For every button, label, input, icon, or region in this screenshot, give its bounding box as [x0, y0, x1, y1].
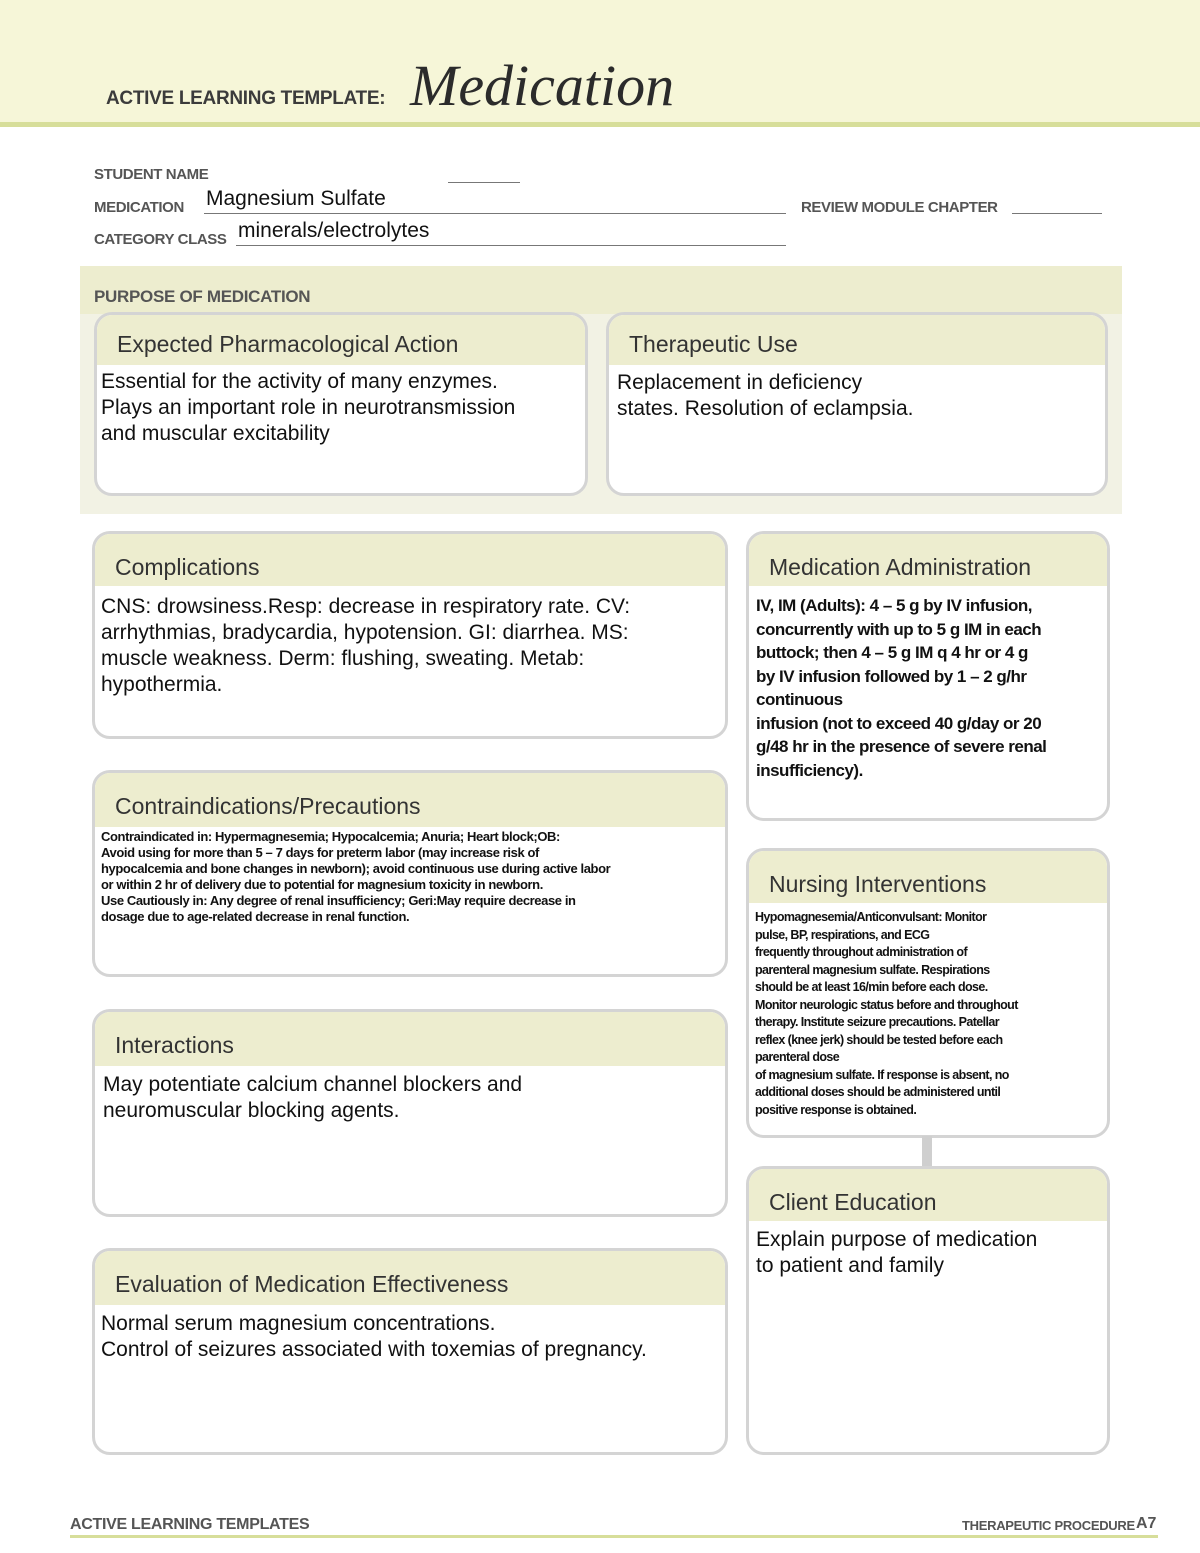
therapeutic-use-card: [606, 312, 1108, 496]
purpose-label: PURPOSE OF MEDICATION: [94, 287, 311, 306]
interactions-card: [92, 1009, 728, 1217]
template-label: ACTIVE LEARNING TEMPLATE:: [106, 88, 386, 109]
expected-action-title: Expected Pharmacological Action: [97, 315, 585, 365]
evaluation-card: [92, 1248, 728, 1455]
therapeutic-use-title: Therapeutic Use: [609, 315, 1105, 365]
nursing-interventions-card: [746, 848, 1110, 1138]
footer-left-label: ACTIVE LEARNING TEMPLATES: [70, 1516, 310, 1533]
category-class-label: CATEGORY CLASS: [94, 231, 227, 248]
page-title: Medication: [410, 53, 675, 118]
complications-title: Complications: [95, 534, 725, 586]
medication-field[interactable]: Magnesium Sulfate: [206, 187, 386, 210]
medication-administration-body[interactable]: IV, IM (Adults): 4 – 5 g by IV infusion, concurrently with up to 5 g IM in each buttock; then 4 – 5 g IM q 4 hr or 4 g by IV infusion followed by 1 – 2 g/hr continuous infusion (not to exceed 40 g/day or 20 g/48 hr in the presence of severe renal insufficiency).: [756, 596, 1047, 780]
contraindications-title: Contraindications/Precautions: [95, 773, 725, 827]
expected-action-card: [94, 312, 588, 496]
student-name-field[interactable]: [448, 182, 520, 183]
interactions-title: Interactions: [95, 1012, 725, 1066]
client-education-card: [746, 1166, 1110, 1455]
evaluation-title: Evaluation of Medication Effectiveness: [95, 1251, 725, 1305]
complications-body[interactable]: CNS: drowsiness.Resp: decrease in respiratory rate. CV: arrhythmias, bradycardia, hypotension. GI: diarrhea. MS: muscle weakness. Derm: flushing, sweating. Metab: hypothermia.: [101, 595, 631, 696]
footer-rule: [70, 1535, 1158, 1538]
category-class-underline: [236, 245, 786, 246]
medication-label: MEDICATION: [94, 199, 184, 216]
contraindications-card: [92, 770, 728, 977]
review-module-label: REVIEW MODULE CHAPTER: [801, 199, 998, 216]
card-connector: [922, 1136, 932, 1168]
student-name-label: STUDENT NAME: [94, 166, 209, 183]
evaluation-body[interactable]: Normal serum magnesium concentrations. Control of seizures associated with toxemias of pregnancy.: [101, 1312, 647, 1361]
client-education-body[interactable]: Explain purpose of medication to patient and family: [756, 1228, 1038, 1277]
footer-right-label: THERAPEUTIC PROCEDURE: [962, 1518, 1135, 1533]
contraindications-body[interactable]: Contraindicated in: Hypermagnesemia; Hypocalcemia; Anuria; Heart block;OB: Avoid using for more than 5 – 7 days for preterm labor (may increase risk of hypocalcemia and bone changes in newborn); avoid continuous use during active labor or within 2 hr of delivery due to potential for magnesium toxicity in newborn. Use Cautiously in: Any degree of renal insufficiency; Geri:May require decrease in dosage due to age-related decrease in renal function.: [101, 829, 611, 924]
review-module-field[interactable]: [1012, 213, 1102, 214]
medication-underline: [204, 213, 786, 214]
client-education-title: Client Education: [749, 1169, 1107, 1221]
category-class-field[interactable]: minerals/electrolytes: [238, 219, 430, 242]
header-rule: [0, 122, 1200, 127]
therapeutic-use-body[interactable]: Replacement in deficiency states. Resolution of eclampsia.: [617, 371, 914, 420]
medication-administration-card: [746, 531, 1110, 821]
interactions-body[interactable]: May potentiate calcium channel blockers and neuromuscular blocking agents.: [103, 1073, 523, 1122]
complications-card: [92, 531, 728, 739]
medication-administration-title: Medication Administration: [749, 534, 1107, 586]
page-number: A7: [1136, 1515, 1157, 1532]
expected-action-body[interactable]: Essential for the activity of many enzymes. Plays an important role in neurotransmission and muscular excitability: [101, 370, 516, 445]
nursing-interventions-body[interactable]: Hypomagnesemia/Anticonvulsant: Monitor pulse, BP, respirations, and ECG frequently throughout administration of parenteral magnesium sulfate. Respirations should be at least 16/min before each dose. Monitor neurologic status before and throughout therapy. Institute seizure precautions. Patellar reflex (knee jerk) should be tested before each parenteral dose of magnesium sulfate. If response is absent, no additional doses should be administered until positive response is obtained.: [755, 910, 1018, 1117]
nursing-interventions-title: Nursing Interventions: [749, 851, 1107, 903]
